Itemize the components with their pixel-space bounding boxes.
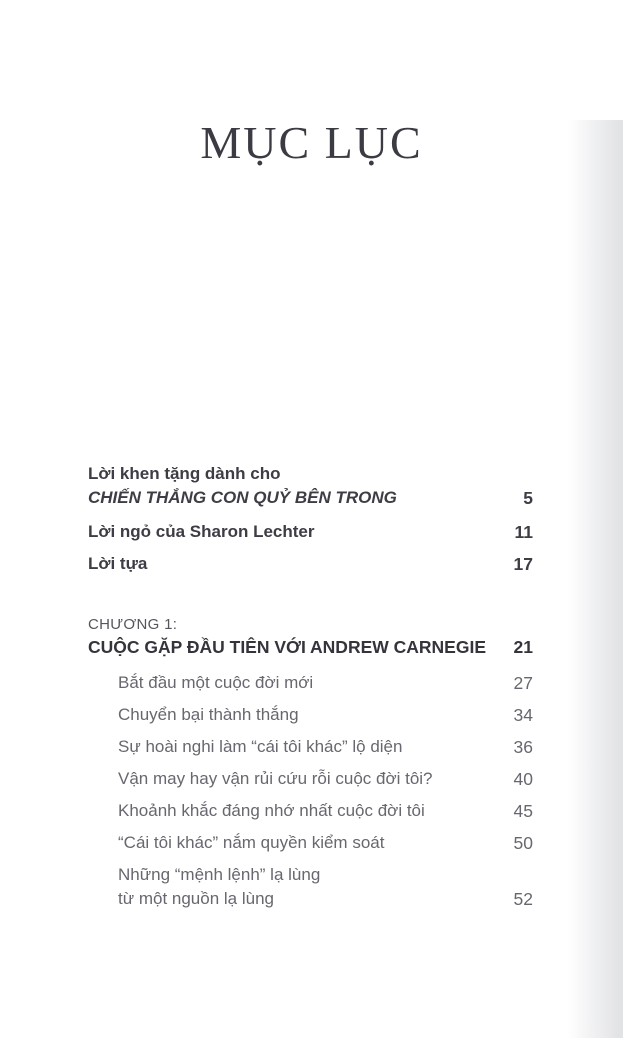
page-number: 50 [513, 833, 533, 853]
toc-entry-title: Sự hoài nghi làm “cái tôi khác” lộ diện [118, 737, 403, 756]
toc-entry[interactable] [88, 767, 533, 791]
toc-entry-title: Chuyển bại thành thắng [118, 705, 299, 724]
toc-entry-title: Lời ngỏ của Sharon Lechter [88, 522, 315, 541]
page-number: 34 [513, 705, 533, 725]
toc-entry[interactable] [88, 863, 533, 911]
chapter-label: CHƯƠNG 1: [88, 616, 178, 633]
toc-entry-line: Lời khen tặng dành cho [88, 464, 281, 483]
toc-entry[interactable] [88, 520, 533, 544]
page-number: 27 [513, 673, 533, 693]
page-number: 17 [513, 554, 533, 574]
toc-entry-title: Lời tựa [88, 554, 148, 573]
page-number: 45 [513, 801, 533, 821]
table-of-contents [88, 462, 533, 911]
toc-entry[interactable] [88, 635, 533, 659]
toc-entry[interactable] [88, 703, 533, 727]
toc-entry-title [118, 863, 502, 911]
chapter-title: CUỘC GẶP ĐẦU TIÊN VỚI ANDREW CARNEGIE [88, 637, 487, 657]
toc-entry-title: Vận may hay vận rủi cứu rỗi cuộc đời tôi? [118, 769, 433, 788]
page-number: 21 [513, 637, 533, 657]
toc-entry-title [88, 462, 511, 510]
toc-entry-line: CHIẾN THẮNG CON QUỶ BÊN TRONG [88, 488, 397, 507]
page-number: 40 [513, 769, 533, 789]
toc-entry[interactable] [88, 735, 533, 759]
toc-entry[interactable] [88, 831, 533, 855]
chapter-sections [88, 671, 533, 911]
toc-entry-title: Khoảnh khắc đáng nhớ nhất cuộc đời tôi [118, 801, 425, 820]
toc-entry[interactable] [88, 552, 533, 576]
chapter-block [88, 614, 533, 659]
toc-entry-line: Những “mệnh lệnh” lạ lùng [118, 865, 321, 884]
page-number: 36 [513, 737, 533, 757]
page-number: 52 [513, 889, 533, 909]
toc-entry[interactable] [88, 462, 533, 510]
page-number: 5 [523, 488, 533, 508]
page-number: 11 [514, 522, 533, 542]
toc-entry-line: từ một nguồn lạ lùng [118, 889, 274, 908]
toc-entry[interactable] [88, 799, 533, 823]
page-edge-shadow [568, 120, 623, 1038]
toc-entry-title: “Cái tôi khác” nắm quyền kiểm soát [118, 833, 385, 852]
page-title: MỤC LỤC [200, 117, 423, 168]
toc-entry-title: Bắt đầu một cuộc đời mới [118, 673, 314, 692]
toc-entry[interactable] [88, 671, 533, 695]
